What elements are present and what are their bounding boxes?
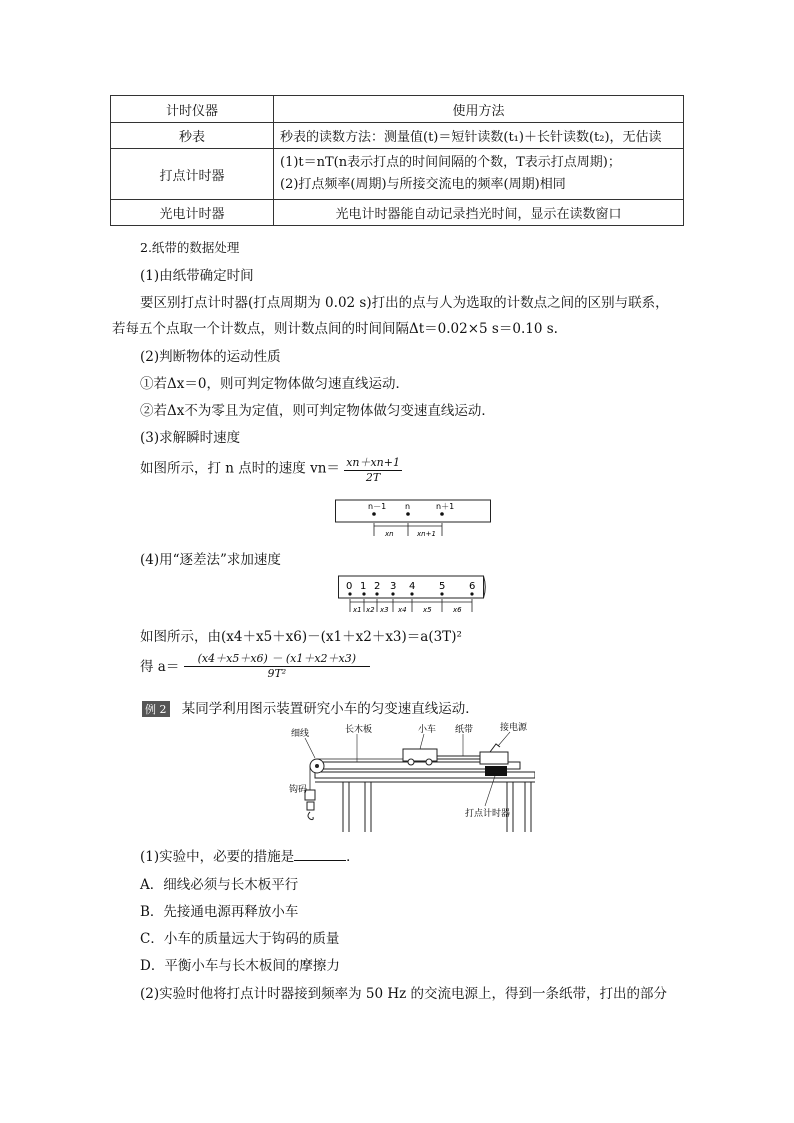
segment-label: x2 bbox=[366, 606, 375, 614]
paragraph: 如图所示，由(x4＋x5＋x6)－(x1＋x2＋x3)＝a(3T)² bbox=[140, 629, 462, 645]
table-cell-usage: 秒表的读数方法：测量值(t)＝短针读数(t₁)＋长针读数(t₂)，无估读 bbox=[274, 123, 684, 149]
option-c: C．小车的质量远大于钩码的质量 bbox=[140, 931, 340, 947]
paragraph: ①若Δx＝0，则可判定物体做匀速直线运动． bbox=[140, 376, 409, 392]
velocity-formula bbox=[140, 454, 402, 484]
question-end: ． bbox=[346, 849, 360, 865]
subsection-title: (4)用“逐差法”求加速度 bbox=[140, 552, 281, 568]
tape-label: n bbox=[405, 502, 411, 511]
segment-label: xn+1 bbox=[417, 530, 436, 538]
usage-line: (2)打点频率(周期)与所接交流电的频率(周期)相同 bbox=[280, 177, 566, 192]
fraction-denominator: 9T² bbox=[267, 667, 287, 680]
usage-line: (1)t＝nT(n表示打点的时间间隔的个数，T表示打点周期)； bbox=[280, 155, 621, 170]
apparatus-figure bbox=[285, 722, 535, 834]
tape-label: 3 bbox=[390, 581, 397, 592]
table-cell-usage: 光电计时器能自动记录挡光时间，显示在读数窗口 bbox=[274, 200, 684, 226]
segment-label: x6 bbox=[453, 606, 462, 614]
table-cell-device: 秒表 bbox=[111, 123, 274, 149]
table-header-row bbox=[111, 96, 684, 123]
example-stem: 某同学利用图示装置研究小车的匀变速直线运动． bbox=[181, 701, 479, 717]
option-d: D．平衡小车与长木板间的摩擦力 bbox=[140, 958, 340, 974]
tape-label: 0 bbox=[346, 581, 353, 592]
tape-dot bbox=[406, 512, 410, 516]
figure-label: 接电源 bbox=[500, 723, 528, 733]
option-a: A．细线必须与长木板平行 bbox=[140, 877, 299, 893]
tape-label: 4 bbox=[409, 581, 416, 592]
tape-label: 1 bbox=[360, 581, 367, 592]
question-2: (2)实验时他将打点计时器接到频率为 50 Hz 的交流电源上，得到一条纸带，打出的部分 bbox=[140, 986, 668, 1002]
tape-diagram-1 bbox=[335, 496, 491, 544]
figure-label: 小车 bbox=[418, 725, 437, 735]
tape-label: n＋1 bbox=[436, 502, 455, 511]
table-cell-device: 打点计时器 bbox=[111, 149, 274, 200]
tape-dot bbox=[372, 512, 376, 516]
fraction-numerator: (x4＋x5＋x6) － (x1＋x2＋x3) bbox=[184, 650, 370, 667]
table-row bbox=[111, 149, 684, 200]
tape-label: 2 bbox=[374, 581, 381, 592]
figure-label: 纸带 bbox=[455, 725, 474, 735]
tape-label: 6 bbox=[469, 581, 476, 592]
example-badge: 例 2 bbox=[142, 701, 170, 717]
table-header-device: 计时仪器 bbox=[111, 96, 274, 123]
instrument-table bbox=[110, 95, 684, 226]
answer-blank[interactable] bbox=[294, 848, 346, 861]
paragraph: 若每五个点取一个计数点，则计数点间的时间间隔Δt＝0.02×5 s＝0.10 s. bbox=[112, 321, 558, 337]
paragraph: 得 a＝ bbox=[140, 659, 180, 675]
tape-label: n－1 bbox=[368, 502, 387, 511]
paragraph: ②若Δx不为零且为定值，则可判定物体做匀变速直线运动． bbox=[140, 403, 495, 419]
example-heading bbox=[142, 697, 479, 717]
fraction-numerator: xn＋xn+1 bbox=[346, 456, 400, 469]
section-title: 2.纸带的数据处理 bbox=[140, 240, 240, 255]
table-cell-usage bbox=[274, 149, 684, 200]
tape-label: 5 bbox=[439, 581, 446, 592]
segment-label: x3 bbox=[380, 606, 389, 614]
figure-label: 长木板 bbox=[345, 725, 373, 735]
tape-dot bbox=[440, 512, 444, 516]
segment-label: xn bbox=[385, 530, 394, 538]
table-row bbox=[111, 123, 684, 149]
option-b: B．先接通电源再释放小车 bbox=[140, 904, 299, 920]
subsection-title: (2)判断物体的运动性质 bbox=[140, 349, 281, 365]
subsection-title: (1)由纸带确定时间 bbox=[140, 268, 254, 284]
fraction bbox=[184, 650, 370, 680]
table-header-usage: 使用方法 bbox=[274, 96, 684, 123]
table-cell-device: 光电计时器 bbox=[111, 200, 274, 226]
question-1 bbox=[140, 845, 360, 865]
subsection-title: (3)求解瞬时速度 bbox=[140, 430, 241, 446]
question-text: (1)实验中，必要的措施是 bbox=[140, 849, 295, 865]
paragraph: 要区别打点计时器(打点周期为 0.02 s)打出的点与人为选取的计数点之间的区别与联系， bbox=[140, 295, 669, 311]
figure-label: 钩码 bbox=[289, 785, 308, 795]
segment-label: x5 bbox=[423, 606, 432, 614]
tape2-points bbox=[348, 592, 473, 595]
segment-label: x4 bbox=[398, 606, 407, 614]
fraction bbox=[344, 454, 402, 484]
paragraph: 如图所示，打 n 点时的速度 vn＝ bbox=[140, 460, 340, 477]
tape-diagram-2 bbox=[338, 574, 486, 618]
fraction-denominator: 2T bbox=[365, 471, 381, 484]
segment-label: x1 bbox=[353, 606, 362, 614]
figure-label: 打点计时器 bbox=[465, 809, 511, 819]
acceleration-formula bbox=[140, 650, 370, 680]
table-row bbox=[111, 200, 684, 226]
figure-label: 细线 bbox=[291, 729, 310, 739]
